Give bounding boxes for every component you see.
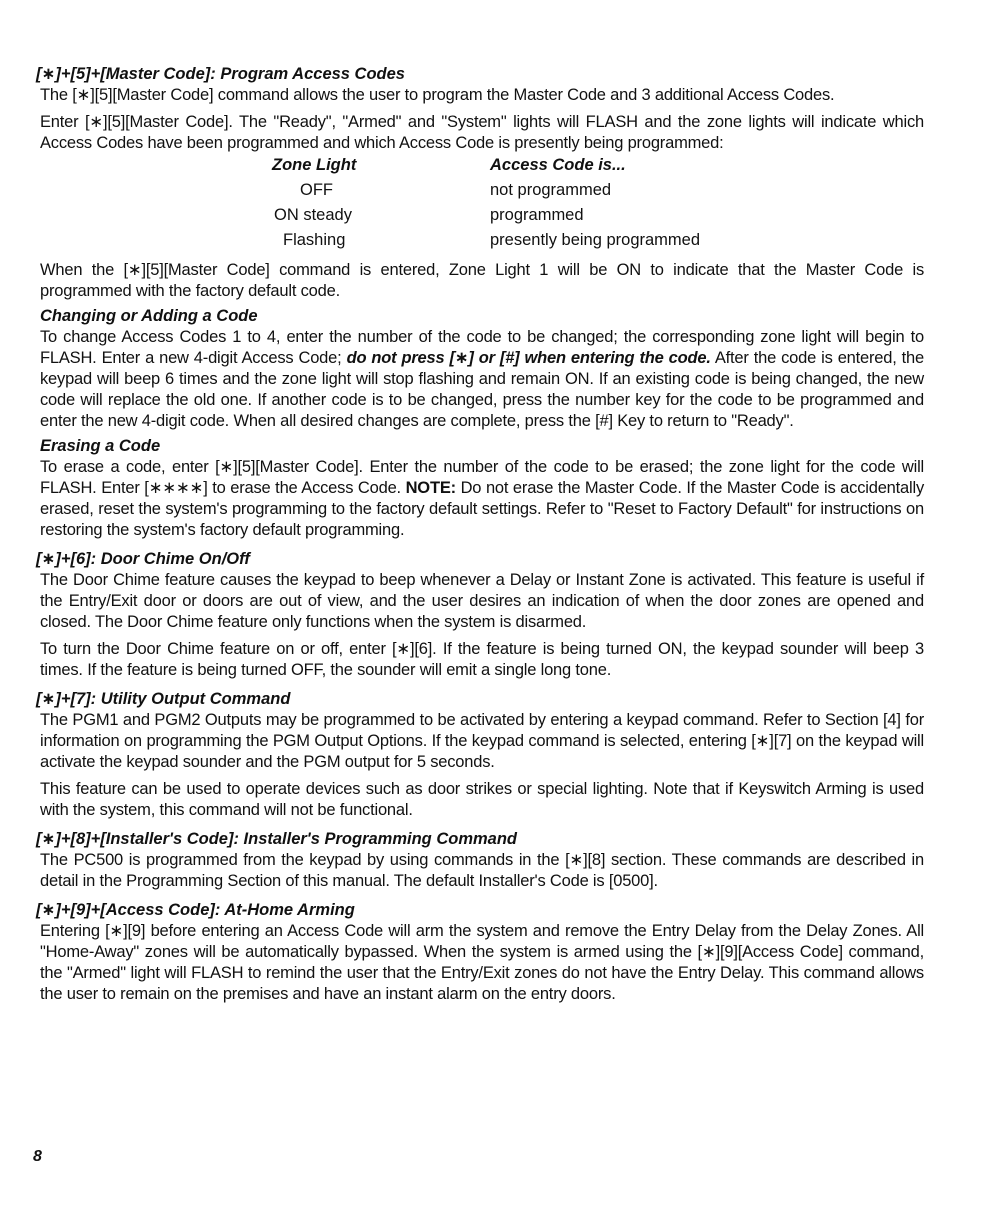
subheading-changing-code: Changing or Adding a Code bbox=[40, 307, 258, 325]
heading-program-access-codes: [∗]+[5]+[Master Code]: Program Access Codes bbox=[36, 65, 405, 83]
heading-utility-output: [∗]+[7]: Utility Output Command bbox=[36, 690, 291, 708]
paragraph: To turn the Door Chime feature on or off, enter [∗][6]. If the feature is being turned ON, the keypad sounder will beep 3 times. If the feature is being turned OFF, the sounder will emit a single long tone. bbox=[40, 640, 924, 679]
paragraph: Enter [∗][5][Master Code]. The "Ready", "Armed" and "System" lights will FLASH and the zone lights will indicate which Access Codes have been programmed and which Access Code is presently being programmed: bbox=[40, 113, 924, 152]
emphasis-text: do not press [∗] or [#] when entering the code. bbox=[346, 349, 711, 367]
page-number: 8 bbox=[33, 1148, 42, 1165]
table-cell-status: presently being programmed bbox=[490, 231, 701, 249]
heading-door-chime: [∗]+[6]: Door Chime On/Off bbox=[36, 550, 250, 568]
table-header-zone-light: Zone Light bbox=[272, 156, 357, 174]
table-cell-light: ON steady bbox=[274, 206, 352, 224]
heading-at-home-arming: [∗]+[9]+[Access Code]: At-Home Arming bbox=[36, 901, 355, 919]
paragraph: The PC500 is programmed from the keypad by using commands in the [∗][8] section. These commands are described in detail in the Programming Section of this manual. The default Installer's Code is [0500]. bbox=[40, 851, 924, 890]
page-content bbox=[36, 64, 925, 1005]
table-cell-light: OFF bbox=[300, 181, 333, 199]
text-run: To erase a code, enter [∗][5][Master Code]. Enter the number of the code to be erased; the zone light for the code will FLASH. Enter [∗∗∗∗] to erase the Access Code. bbox=[40, 458, 924, 497]
table-cell-light: Flashing bbox=[283, 231, 346, 249]
paragraph: The PGM1 and PGM2 Outputs may be programmed to be activated by entering a keypad command. Refer to Section [4] for information on programming the PGM Output Options. If the keypad command is selected, entering [∗][7] on the keypad will activate the keypad sounder and the PGM output for 5 seconds. bbox=[40, 711, 924, 771]
paragraph: This feature can be used to operate devices such as door strikes or special lighting. Note that if Keyswitch Arming is used with the system, this command will not be functional. bbox=[40, 780, 924, 819]
paragraph: When the [∗][5][Master Code] command is entered, Zone Light 1 will be ON to indicate that the Master Code is programmed with the factory default code. bbox=[40, 261, 924, 300]
table-header-access-code: Access Code is... bbox=[490, 156, 626, 174]
subheading-erasing-code: Erasing a Code bbox=[40, 437, 161, 455]
paragraph-changing-code bbox=[40, 327, 924, 432]
note-label: NOTE: bbox=[405, 479, 456, 497]
table-cell-status: programmed bbox=[490, 206, 584, 224]
paragraph-erasing-code bbox=[40, 457, 924, 541]
text-run: To change Access Codes 1 to 4, enter the number of the code to be changed; the corresponding zone light will begin to FLASH. Enter a new 4-digit Access Code; bbox=[40, 328, 924, 367]
zone-light-table bbox=[40, 155, 924, 255]
heading-installer-programming: [∗]+[8]+[Installer's Code]: Installer's Programming Command bbox=[36, 830, 518, 848]
paragraph: Entering [∗][9] before entering an Access Code will arm the system and remove the Entry Delay from the Delay Zones. All "Home-Away" zones will be automatically bypassed. When the system is armed using the [∗][9][Access Code] command, the "Armed" light will FLASH to remind the user that the Entry/Exit zones do not have the Entry Delay. This command allows the user to remain on the premises and have an instant alarm on the entry doors. bbox=[40, 922, 924, 1003]
paragraph: The Door Chime feature causes the keypad to beep whenever a Delay or Instant Zone is activated. This feature is useful if the Entry/Exit door or doors are out of view, and the user desires an indication of when the door zones are opened and closed. The Door Chime feature only functions when the system is disarmed. bbox=[40, 571, 924, 631]
text-run: Do not erase the Master Code. If the Master Code is accidentally erased, reset the system's programming to the factory default settings. Refer to "Reset to Factory Default" for instructions on restoring the system's factory default programming. bbox=[40, 479, 924, 539]
text-run: After the code is entered, the keypad will beep 6 times and the zone light will stop flashing and remain ON. If an existing code is being changed, the new code will replace the old one. If another code is to be changed, press the number key for the code to be programmed and enter the new 4-digit code. When all desired changes are complete, press the [#] Key to return to "Ready". bbox=[40, 349, 925, 430]
table-cell-status: not programmed bbox=[490, 181, 612, 199]
paragraph: The [∗][5][Master Code] command allows the user to program the Master Code and 3 additional Access Codes. bbox=[40, 86, 835, 104]
